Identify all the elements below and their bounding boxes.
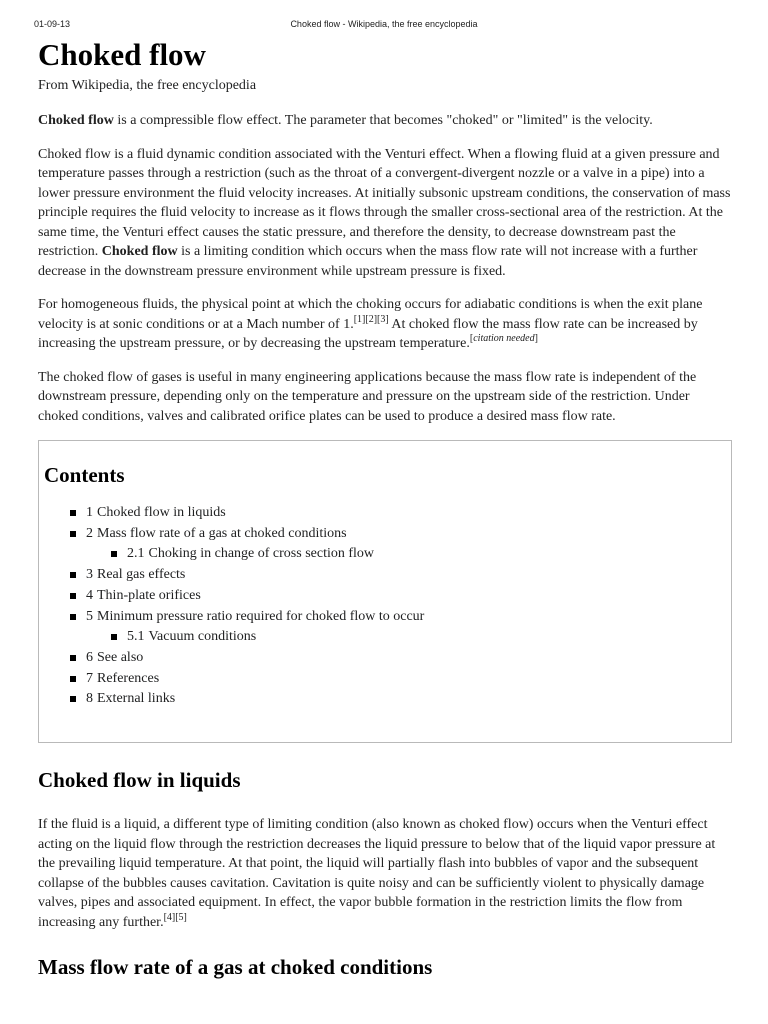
toc-item[interactable] bbox=[44, 524, 726, 545]
print-page-title: Choked flow - Wikipedia, the free encyclopedia bbox=[290, 19, 478, 29]
cite-close: ] bbox=[534, 333, 538, 344]
toc-item[interactable] bbox=[44, 544, 726, 565]
p3-text-a: For homogeneous fluids, the physical point at which the choking occurs for adiabatic conditions is when the exit plane velocity is at sonic conditions or at a Mach number of 1. bbox=[38, 297, 703, 332]
toc-item-number: 7 bbox=[86, 670, 93, 686]
toc-item[interactable] bbox=[44, 607, 726, 628]
toc-item-number: 2.1 bbox=[127, 546, 145, 562]
toc-list bbox=[44, 503, 726, 710]
toc-item-label[interactable]: Real gas effects bbox=[97, 567, 186, 583]
article-content bbox=[38, 36, 732, 1002]
bullet-icon bbox=[70, 572, 76, 578]
toc-item[interactable] bbox=[44, 586, 726, 607]
toc-item[interactable] bbox=[44, 565, 726, 586]
bullet-icon bbox=[70, 510, 76, 516]
p2-text-a: Choked flow is a fluid dynamic condition associated with the Venturi effect. When a flowing fluid at a given pressure and temperature passes through a restriction (such as the throat of a convergent-divergent nozzle or a valve in a pipe) into a lower pressure environment the fluid velocity increases. At initially subsonic upstream conditions, the conservation of mass principle requires the fluid velocity to increase as it flows through the smaller cross-sectional area of the restriction. At the same time, the Venturi effect causes the static pressure, and therefore the density, to decrease downstream past the restriction. bbox=[38, 146, 731, 259]
section-heading-liquids: Choked flow in liquids bbox=[38, 768, 241, 792]
toc-item-label[interactable]: See also bbox=[97, 649, 144, 665]
intro-paragraph bbox=[38, 111, 732, 131]
intro-bold-term: Choked flow bbox=[38, 113, 114, 128]
p3-text-b: At choked flow the mass flow rate can be increased by increasing the upstream pressure, or by decreasing the upstream temperature. bbox=[38, 316, 698, 351]
toc-item-label[interactable]: References bbox=[97, 670, 160, 686]
toc-item[interactable] bbox=[44, 503, 726, 524]
bullet-icon bbox=[70, 531, 76, 537]
toc-item-label[interactable]: Minimum pressure ratio required for choked flow to occur bbox=[97, 608, 425, 624]
reference-link-1-3[interactable]: [1][2][3] bbox=[353, 313, 389, 325]
toc-item-label[interactable]: Vacuum conditions bbox=[148, 629, 257, 645]
toc-item-number: 6 bbox=[86, 649, 93, 665]
toc-item-number: 2 bbox=[86, 525, 93, 541]
citation-needed[interactable] bbox=[470, 333, 538, 344]
bullet-icon bbox=[70, 614, 76, 620]
liquids-text: If the fluid is a liquid, a different type of limiting condition (also known as choked flow) occurs when the Venturi effect acting on the liquid flow through the restriction decreases the liquid pressure to below that of the liquid vapor pressure at the prevailing liquid temperature. At that point, the liquid will partially flash into bubbles of vapor and the subsequent collapse of the bubbles causes cavitation. Cavitation is quite noisy and can be sufficiently violent to physically damage valves, pipes and associated equipment. In effect, the vapor bubble formation in the restriction limits the flow from increasing any further. bbox=[38, 817, 716, 930]
toc-item[interactable] bbox=[44, 627, 726, 648]
toc-item[interactable] bbox=[44, 689, 726, 710]
toc-item-label[interactable]: Mass flow rate of a gas at choked conditions bbox=[97, 525, 347, 541]
bullet-icon bbox=[70, 676, 76, 682]
toc-heading: Contents bbox=[44, 463, 125, 487]
paragraph-venturi bbox=[38, 145, 732, 282]
toc-item-number: 5 bbox=[86, 608, 93, 624]
reference-link-4-5[interactable]: [4][5] bbox=[163, 911, 187, 923]
toc-item-label[interactable]: Thin-plate orifices bbox=[97, 587, 201, 603]
toc-item-number: 3 bbox=[86, 567, 93, 583]
bullet-icon bbox=[70, 696, 76, 702]
bullet-icon bbox=[70, 655, 76, 661]
toc-item-label[interactable]: External links bbox=[97, 691, 176, 707]
toc-item[interactable] bbox=[44, 648, 726, 669]
bullet-icon bbox=[70, 593, 76, 599]
site-subtitle: From Wikipedia, the free encyclopedia bbox=[38, 78, 257, 93]
citation-needed-link[interactable]: citation needed bbox=[473, 333, 535, 344]
toc-item-number: 8 bbox=[86, 691, 93, 707]
bullet-icon bbox=[111, 551, 117, 557]
intro-text: is a compressible flow effect. The parameter that becomes "choked" or "limited" is the velocity. bbox=[113, 113, 653, 128]
section-heading-mass-flow: Mass flow rate of a gas at choked conditions bbox=[38, 955, 433, 979]
print-date: 01-09-13 bbox=[34, 19, 71, 29]
table-of-contents bbox=[38, 440, 732, 743]
p2-bold-term: Choked flow bbox=[101, 244, 178, 259]
toc-item-number: 5.1 bbox=[127, 629, 145, 645]
toc-item-label[interactable]: Choked flow in liquids bbox=[97, 505, 226, 520]
toc-item-label[interactable]: Choking in change of cross section flow bbox=[148, 546, 375, 562]
paragraph-gases: The choked flow of gases is useful in many engineering applications because the mass flow rate is independent of the downstream pressure, depending only on the temperature and pressure on the upstream side of the restriction. Under choked conditions, valves and calibrated orifice plates can be used to produce a desired mass flow rate. bbox=[38, 369, 697, 424]
toc-item-number: 1 bbox=[86, 505, 93, 520]
bullet-icon bbox=[111, 634, 117, 640]
toc-item-number: 4 bbox=[86, 587, 93, 603]
paragraph-liquids bbox=[38, 815, 732, 932]
paragraph-homogeneous bbox=[38, 295, 732, 354]
page-title: Choked flow bbox=[38, 37, 206, 72]
p2-text-b: is a limiting condition which occurs when the mass flow rate will not increase with a further decrease in the downstream pressure environment while upstream pressure is fixed. bbox=[38, 244, 698, 279]
toc-item[interactable] bbox=[44, 669, 726, 690]
cite-open: [ bbox=[469, 333, 474, 344]
